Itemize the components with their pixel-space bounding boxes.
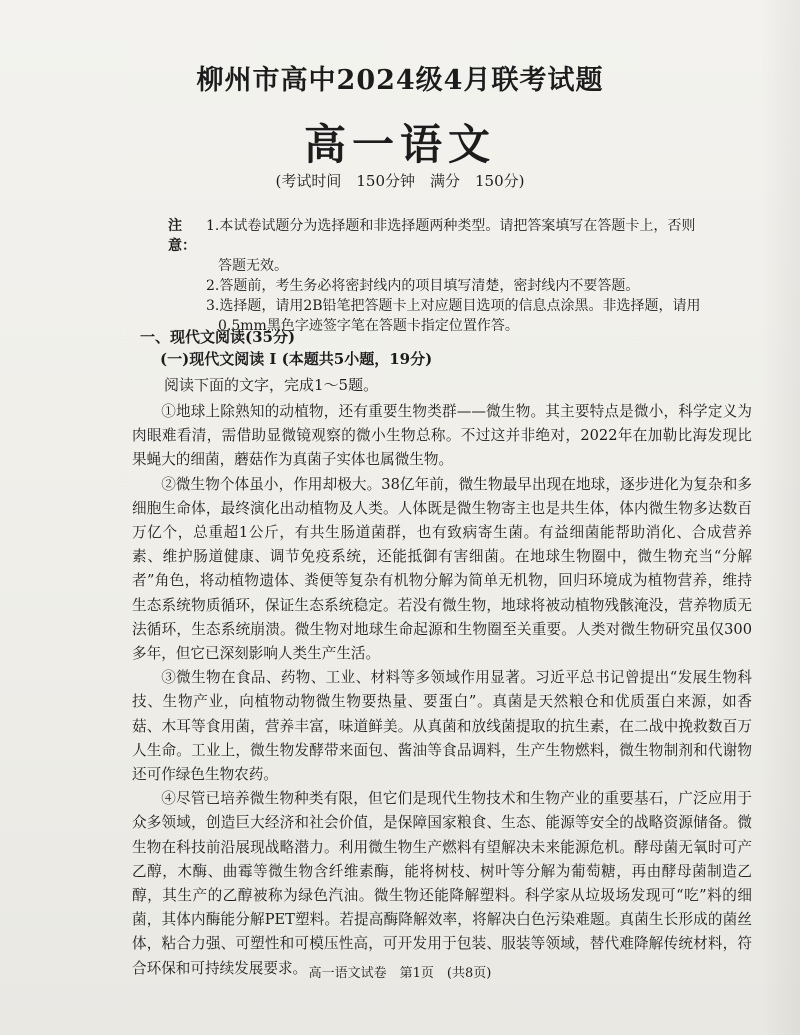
note-line: 2.答题前，考生务必将密封线内的项目填写清楚，密封线内不要答题。 xyxy=(206,278,640,294)
reading-passage xyxy=(132,400,752,981)
note-line: 答题无效。 xyxy=(218,258,288,274)
exam-time-info: (考试时间 150分钟 满分 150分) xyxy=(275,172,525,190)
note-line: 3.选择题，请用2B铅笔把答题卡上对应题目选项的信息点涂黑。非选择题，请用 xyxy=(206,298,701,314)
reading-instruction: 阅读下面的文字，完成1～5题。 xyxy=(164,376,379,394)
note-line: 0.5mm黑色字迹签字笔在答题卡指定位置作答。 xyxy=(218,318,519,334)
subsection-heading: (一)现代文阅读 I (本题共5小题，19分) xyxy=(160,350,433,368)
passage-paragraph: ③微生物在食品、药物、工业、材料等多领域作用显著。习近平总书记曾提出“发展生物科技、生物产业，向植物动物微生物要热量、要蛋白”。真菌是天然粮仓和优质蛋白来源，如香菇、木耳等食用菌，营养丰富，味道鲜美。从真菌和放线菌提取的抗生素，在二战中挽救数百万人生命。工业上，微生物发酵带来面包、酱油等食品调料，生产生物燃料，微生物制剂和代谢物还可作绿色生物农药。 xyxy=(132,669,752,784)
notes-block xyxy=(168,216,728,336)
passage-paragraph: ①地球上除熟知的动植物，还有重要生物类群——微生物。其主要特点是微小，科学定义为肉眼难看清，需借助显微镜观察的微小生物总称。不过这并非绝对，2022年在加勒比海发现比果蝇大的细菌，蘑菇作为真菌子实体也属微生物。 xyxy=(132,403,752,469)
note-line: 1.本试卷试题分为选择题和非选择题两种类型。请把答案填写在答题卡上，否则 xyxy=(206,218,696,234)
scan-shadow xyxy=(760,0,800,1035)
notes-label: 注意： xyxy=(168,218,196,254)
subject-title: 高一语文 xyxy=(303,120,496,169)
passage-paragraph: ④尽管已培养微生物种类有限，但它们是现代生物技术和生物产业的重要基石，广泛应用于众多领域，创造巨大经济和社会价值，是保障国家粮食、生态、能源等安全的战略资源储备。微生物在科技前沿展现战略潜力。利用微生物生产燃料有望解决未来能源危机。酵母菌无氧时可产乙醇，木酶、曲霉等微生物含纤维素酶，能将树枝、树叶等分解为葡萄糖，再由酵母菌制造乙醇，其生产的乙醇被称为绿色汽油。微生物还能降解塑料。科学家从垃圾场发现可“吃”料的细菌，其体内酶能分解PET塑料。若提高酶降解效率，将解决白色污染难题。真菌生长形成的菌丝体，粘合力强、可塑性和可模压性高，可开发用于包装、服装等领域，替代难降解传统材料，符合环保和可持续发展要求。 xyxy=(132,790,752,977)
passage-paragraph: ②微生物个体虽小，作用却极大。38亿年前，微生物最早出现在地球，逐步进化为复杂和多细胞生命体，最终演化出动植物及人类。人体既是微生物寄主也是共生体，体内微生物多达数百万亿个，总重超1公斤，有共生肠道菌群，也有致病寄生菌。有益细菌能帮助消化、合成营养素、维护肠道健康、调节免疫系统，还能抵御有害细菌。在地球生物圈中，微生物充当“分解者”角色，将动植物遗体、粪便等复杂有机物分解为简单无机物，回归环境成为植物营养，维持生态系统物质循环，保证生态系统稳定。若没有微生物，地球将被动植物残骸淹没，营养物质无法循环，生态系统崩溃。微生物对地球生命起源和生物圈至关重要。人类对微生物研究虽仅300多年，但它已深刻影响人类生产生活。 xyxy=(132,475,752,663)
exam-title: 柳州市高中2024级4月联考试题 xyxy=(196,65,604,96)
page-footer: 高一语文试卷 第1页 (共8页) xyxy=(308,966,492,981)
section-heading: 一、现代文阅读(35分) xyxy=(140,328,296,346)
